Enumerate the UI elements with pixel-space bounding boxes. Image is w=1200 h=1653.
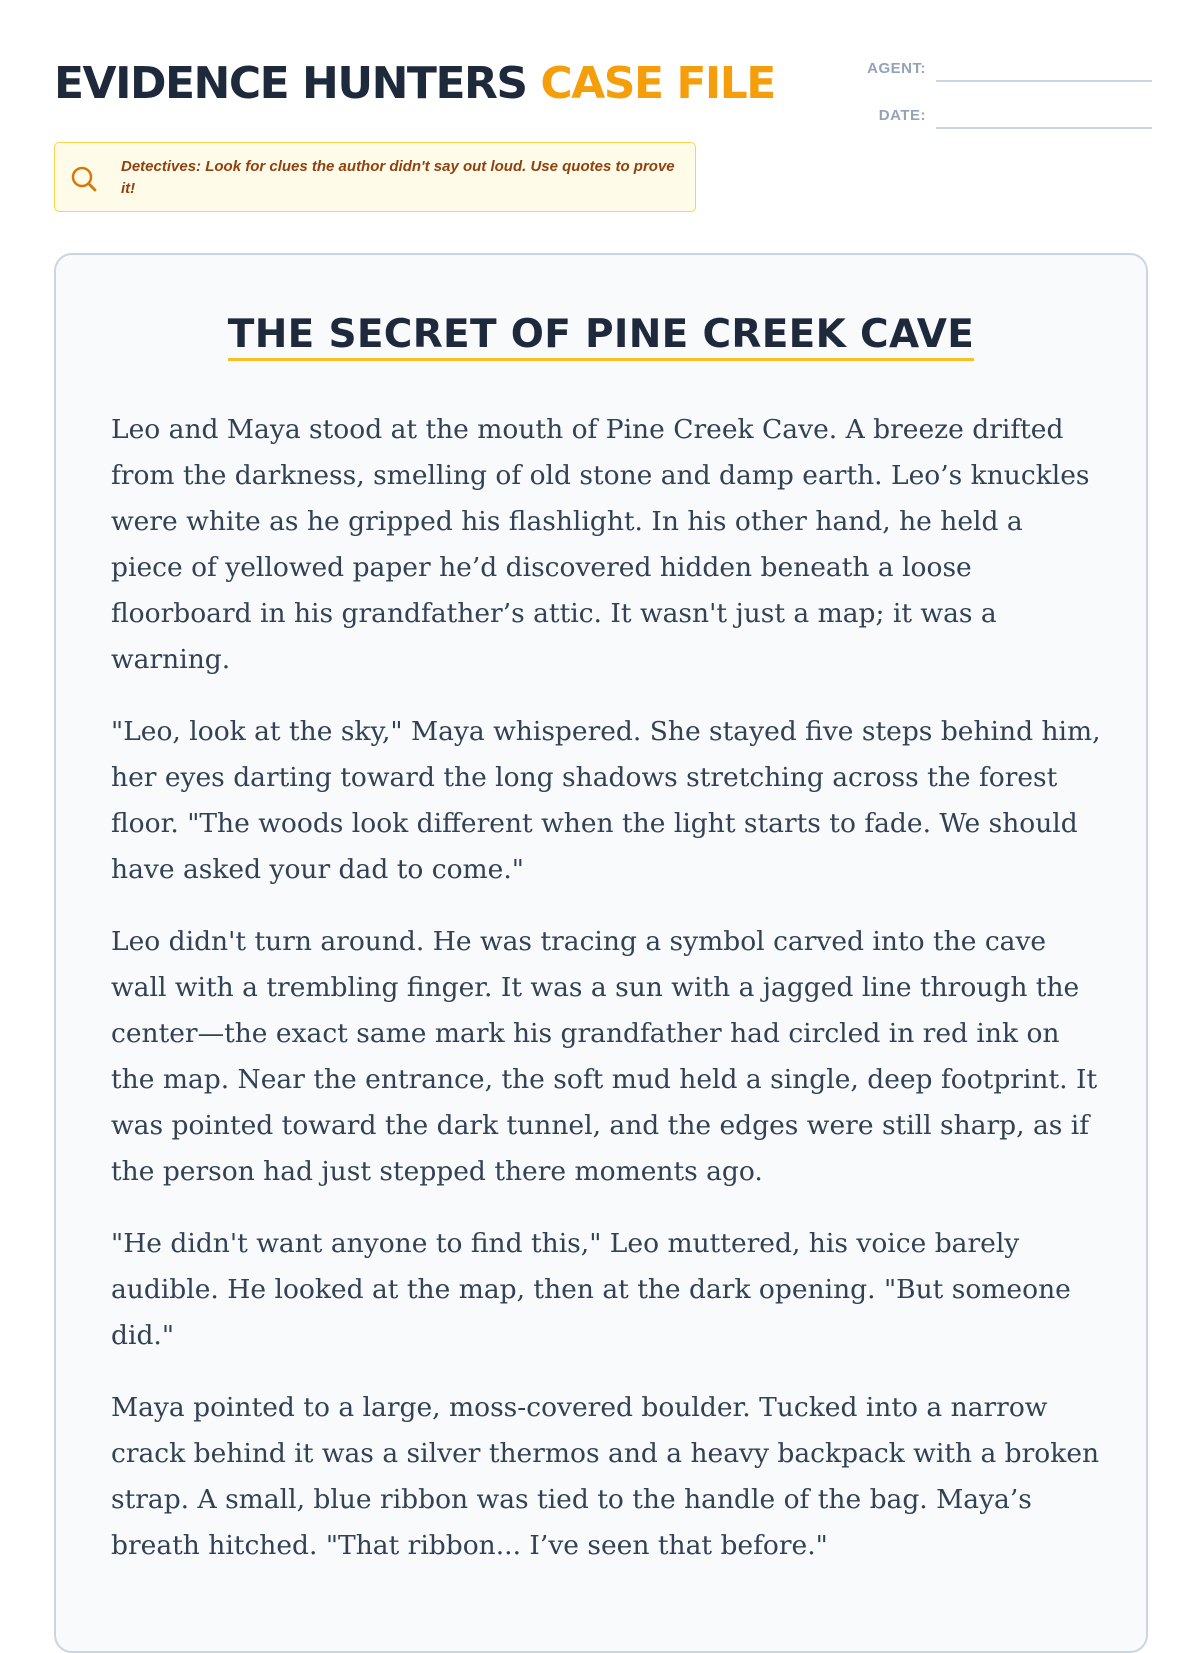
worksheet-title: [54, 54, 775, 114]
agent-field: [830, 58, 1160, 82]
story-paragraph: "Leo, look at the sky," Maya whispered. She stayed five steps behind him, her eyes darting toward the long shadows stretching across the forest floor. "The woods look different when the light starts to fade. We should have asked your dad to come.": [111, 716, 1101, 885]
story-title: [56, 313, 1146, 361]
story-paragraph: Leo and Maya stood at the mouth of Pine Creek Cave. A breeze drifted from the darkness, smelling of old stone and damp earth. Leo’s knuckles were white as he gripped his flashlight. In his other hand, he held a piece of yellowed paper he’d discovered hidden beneath a loose floorboard in his grandfather’s attic. It wasn't just a map; it was a warning.: [111, 414, 1090, 675]
story-paragraph: "He didn't want anyone to find this," Leo muttered, his voice barely audible. He looked at the map, then at the dark opening. "But someone did.": [111, 1228, 1071, 1351]
story-paragraph: Maya pointed to a large, moss-covered boulder. Tucked into a narrow crack behind it was a silver thermos and a heavy backpack with a broken strap. A small, blue ribbon was tied to the handle of the bag. Maya’s breath hitched. "That ribbon... I’ve seen that before.": [111, 1392, 1100, 1561]
date-label: DATE:: [878, 107, 926, 124]
tip-text: Detectives: Look for clues the author didn't say out loud. Use quotes to prove it!: [121, 158, 675, 197]
date-field: [830, 105, 1160, 129]
detective-tip-box: [54, 142, 696, 212]
search-icon: [69, 164, 99, 194]
story-card: [54, 253, 1148, 1653]
agent-label: AGENT:: [867, 60, 926, 77]
title-case-file: CASE FILE: [540, 58, 775, 109]
story-title-text: THE SECRET OF PINE CREEK CAVE: [228, 313, 974, 361]
date-write-line[interactable]: [936, 127, 1152, 129]
story-paragraph: Leo didn't turn around. He was tracing a symbol carved into the cave wall with a trembling finger. It was a sun with a jagged line through the center—the exact same mark his grandfather had circled in red ink on the map. Near the entrance, the soft mud held a single, deep footprint. It was pointed toward the dark tunnel, and the edges were still sharp, as if the person had just stepped there moments ago.: [111, 926, 1098, 1187]
story-body: [111, 407, 1101, 1595]
title-evidence-hunters: EVIDENCE HUNTERS: [54, 58, 527, 109]
agent-write-line[interactable]: [936, 80, 1152, 82]
